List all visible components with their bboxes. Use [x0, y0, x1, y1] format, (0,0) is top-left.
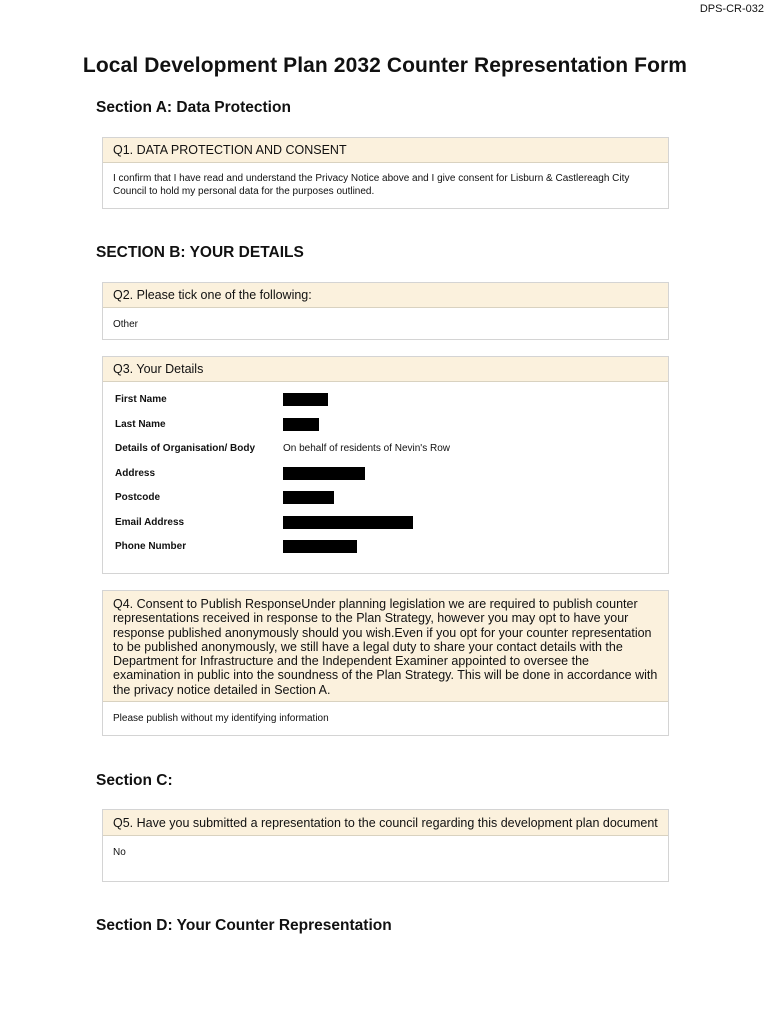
detail-row-email	[115, 510, 658, 535]
detail-label: Email Address	[115, 516, 185, 528]
q3-question: Q3. Your Details	[103, 357, 668, 382]
q5-question: Q5. Have you submitted a representation to the council regarding this development plan document	[103, 810, 668, 836]
redacted-address	[283, 467, 365, 480]
q1-box	[102, 137, 669, 209]
redacted-first-name	[283, 393, 328, 406]
section-c-heading: Section C:	[96, 772, 173, 789]
section-a-heading: Section A: Data Protection	[96, 99, 291, 116]
details-table	[103, 382, 668, 568]
redacted-phone	[283, 540, 357, 553]
q4-box	[102, 590, 669, 736]
redacted-postcode	[283, 491, 334, 504]
document-reference: DPS-CR-032	[699, 3, 764, 15]
detail-row-postcode	[115, 486, 658, 511]
redacted-last-name	[283, 418, 319, 431]
detail-row-phone	[115, 535, 658, 560]
detail-label: First Name	[115, 394, 167, 406]
q2-question: Q2. Please tick one of the following:	[103, 283, 668, 308]
section-b-heading: SECTION B: YOUR DETAILS	[96, 244, 304, 261]
organisation-value: On behalf of residents of Nevin's Row	[283, 443, 450, 455]
page-title: Local Development Plan 2032 Counter Representation Form	[82, 54, 688, 77]
detail-row-last-name	[115, 412, 658, 437]
detail-label: Last Name	[115, 418, 166, 430]
q5-answer: No	[113, 846, 126, 858]
q2-answer: Other	[113, 318, 139, 330]
redacted-email	[283, 516, 413, 529]
section-d-heading: Section D: Your Counter Representation	[96, 917, 392, 934]
detail-label: Postcode	[115, 492, 161, 504]
detail-label: Address	[115, 467, 156, 479]
detail-row-first-name	[115, 388, 658, 413]
detail-row-organisation	[115, 437, 658, 462]
detail-label: Phone Number	[115, 541, 187, 553]
q3-box	[102, 356, 669, 574]
detail-row-address	[115, 461, 658, 486]
q4-question: Q4. Consent to Publish ResponseUnder planning legislation we are required to publish counter representations received in response to the Plan Strategy, however you may opt to have your response published anonymously should you wish.Even if you opt for your counter representation to be published anonymously, we still have a legal duty to share your contact details with the Department for Infrastructure and the Independent Examiner appointed to oversee the examination in public into the soundness of the Plan Strategy. This will be done in accordance with the privacy notice detailed in Section A.	[103, 591, 668, 702]
q4-answer: Please publish without my identifying information	[113, 713, 329, 725]
detail-label: Details of Organisation/ Body	[115, 443, 256, 455]
q5-box	[102, 809, 669, 882]
q1-question: Q1. DATA PROTECTION AND CONSENT	[103, 138, 668, 163]
q2-box	[102, 282, 669, 340]
q1-answer: I confirm that I have read and understand the Privacy Notice above and I give consent for Lisburn & Castlereagh City Council to hold my personal data for the purposes outlined.	[113, 172, 630, 197]
